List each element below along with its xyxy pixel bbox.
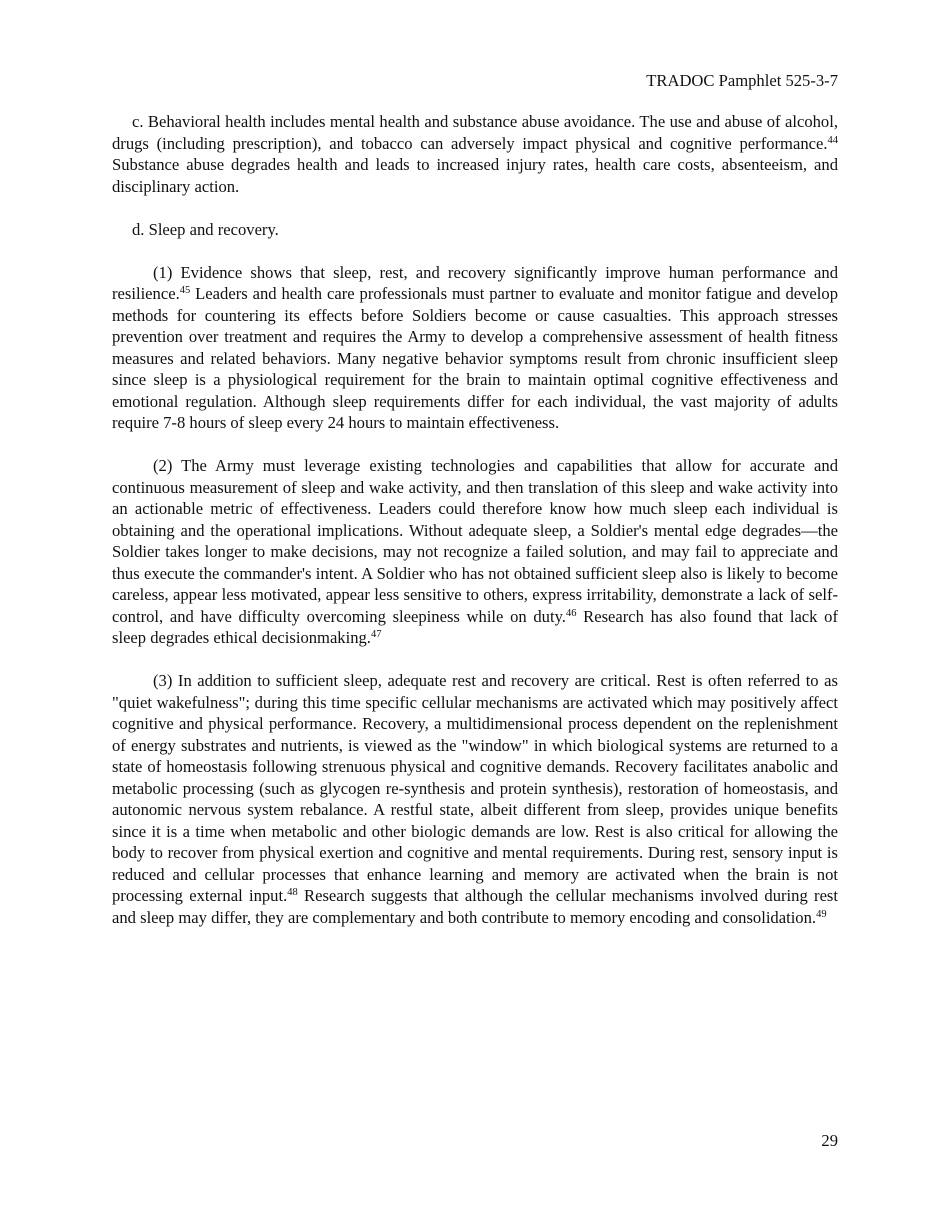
paragraph-c bbox=[112, 111, 838, 197]
paragraph-c-text-1: c. Behavioral health includes mental health and substance abuse avoidance. The use and abuse of alcohol, drugs (including prescription), and tobacco can adversely impact physical and cognitive performance. bbox=[112, 112, 838, 153]
footnote-ref-46[interactable]: 46 bbox=[565, 607, 577, 619]
paragraph-d3-text-2: Research suggests that although the cellular mechanisms involved during rest and sleep may differ, they are complementary and both contribute to memory encoding and consolidation. bbox=[112, 886, 839, 927]
paragraph-d1-text-2: Leaders and health care professionals must partner to evaluate and monitor fatigue and develop methods for countering its effects before Soldiers become or cause casualties. This approach stresses prevention over treatment and requires the Army to develop a comprehensive assessment of health fitness measures and related behaviors. Many negative behavior symptoms result from chronic insufficient sleep since sleep is a physiological requirement for the brain to maintain optimal cognitive effectiveness and emotional regulation. Although sleep requirements differ for each individual, the vast majority of adults require 7-8 hours of sleep every 24 hours to maintain effectiveness. bbox=[112, 284, 838, 432]
paragraph-d2-text-1: (2) The Army must leverage existing technologies and capabilities that allow for accurate and continuous measurement of sleep and wake activity, and then translation of this sleep and wake activity into an actionable metric of effectiveness. Leaders could therefore know how much sleep each individual is obtaining and the operational implications. Without adequate sleep, a Soldier's mental edge degrades—the Soldier takes longer to make decisions, may not recognize a failed solution, and may fail to appreciate and thus execute the commander's intent. A Soldier who has not obtained sufficient sleep also is likely to become careless, appear less motivated, appear less sensitive to others, express irritability, demonstrate a lack of self-control, and have difficulty overcoming sleepiness while on duty. bbox=[112, 456, 838, 626]
footnote-ref-47[interactable]: 47 bbox=[370, 629, 382, 640]
footnote-ref-44[interactable]: 44 bbox=[827, 134, 838, 146]
document-body bbox=[112, 111, 838, 950]
footnote-ref-49[interactable]: 49 bbox=[816, 908, 827, 920]
paragraph-d2-text-2: Research has also found that lack of sleep degrades ethical decisionmaking. bbox=[112, 606, 838, 647]
paragraph-d3 bbox=[112, 670, 838, 928]
section-heading-sleep-recovery: d. Sleep and recovery. bbox=[132, 219, 279, 239]
paragraph-d1 bbox=[112, 262, 838, 434]
footnote-ref-48[interactable]: 48 bbox=[287, 887, 298, 898]
paragraph-c-text-2: Substance abuse degrades health and leads to increased injury rates, health care costs, absenteeism, and disciplinary action. bbox=[112, 155, 838, 196]
document-header: TRADOC Pamphlet 525-3-7 bbox=[646, 71, 838, 90]
paragraph-d1-text-1: (1) Evidence shows that sleep, rest, and recovery significantly improve human performance and resilience. bbox=[112, 262, 838, 303]
paragraph-d3-text-1: (3) In addition to sufficient sleep, adequate rest and recovery are critical. Rest is often referred to as "quiet wakefulness"; during this time specific cellular mechanisms are activated which may positively affect cognitive and physical performance. Recovery, a multidimensional process dependent on the replenishment of energy substrates and nutrients, is viewed as the "window" in which biological systems are returned to a state of homeostasis following strenuous physical and cognitive demands. Recovery facilitates anabolic and metabolic processing (such as glycogen re-synthesis and protein synthesis), restoration of homeostasis, and autonomic nervous system rebalance. A restful state, albeit different from sleep, provides unique benefits since it is a time when metabolic and other biologic demands are low. Rest is also critical for allowing the body to recover from physical exertion and cognitive and mental requirements. During rest, sensory input is reduced and cellular processes that enhance learning and memory are activated when the brain is not processing external input. bbox=[112, 671, 838, 905]
footnote-ref-45[interactable]: 45 bbox=[179, 285, 191, 296]
page-number: 29 bbox=[821, 1131, 838, 1150]
paragraph-d2 bbox=[112, 455, 838, 649]
